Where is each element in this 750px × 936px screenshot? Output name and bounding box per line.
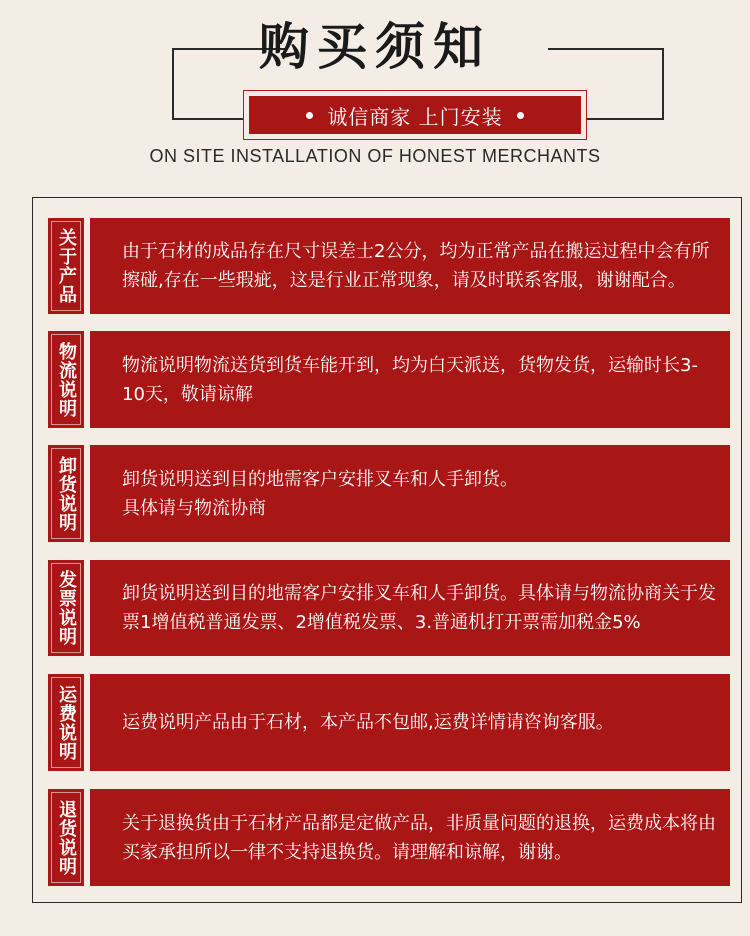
notice-text: 关于退换货由于石材产品都是定做产品，非质量问题的退换，运费成本将由买家承担所以一律不支持退换货。请理解和谅解，谢谢。 bbox=[90, 789, 730, 886]
notice-panel bbox=[32, 197, 742, 903]
notice-row-unloading bbox=[48, 445, 730, 542]
banner-text: 诚信商家 上门安装 bbox=[327, 104, 503, 129]
notice-label: 关于产品 bbox=[48, 218, 84, 314]
notice-row-invoice bbox=[48, 560, 730, 656]
header-rule-left-bottom bbox=[172, 118, 244, 120]
notice-label: 卸货说明 bbox=[48, 445, 84, 542]
notice-text: 卸货说明送到目的地需客户安排叉车和人手卸货。 具体请与物流协商 bbox=[90, 445, 730, 542]
bullet-dot-icon bbox=[306, 112, 313, 119]
header-rule-right-bottom bbox=[586, 118, 664, 120]
subtitle: ON SITE INSTALLATION OF HONEST MERCHANTS bbox=[149, 146, 601, 166]
notice-row-returns bbox=[48, 789, 730, 886]
banner-inner bbox=[249, 96, 581, 134]
notice-text: 物流说明物流送货到货车能开到，均为白天派送，货物发货，运输时长3-10天，敬请谅解 bbox=[90, 331, 730, 428]
banner bbox=[243, 90, 587, 140]
bullet-dot-icon bbox=[517, 112, 524, 119]
header bbox=[0, 0, 750, 180]
notice-row-shipping bbox=[48, 674, 730, 771]
notice-text: 运费说明产品由于石材，本产品不包邮,运费详情请咨询客服。 bbox=[90, 674, 730, 771]
notice-text: 由于石材的成品存在尺寸误差士2公分，均为正常产品在搬运过程中会有所擦碰,存在一些瑕疵，这是行业正常现象，请及时联系客服，谢谢配合。 bbox=[90, 218, 730, 314]
page-title: 购买须知 bbox=[259, 17, 491, 76]
notice-label: 退货说明 bbox=[48, 789, 84, 886]
notice-label: 物流说明 bbox=[48, 331, 84, 428]
notice-label: 运费说明 bbox=[48, 674, 84, 771]
notice-row-product bbox=[48, 218, 730, 314]
notice-label: 发票说明 bbox=[48, 560, 84, 656]
notice-text: 卸货说明送到目的地需客户安排叉车和人手卸货。具体请与物流协商关于发票1增值税普通发票、2增值税发票、3.普通机打开票需加税金5% bbox=[90, 560, 730, 656]
notice-row-logistics bbox=[48, 331, 730, 428]
